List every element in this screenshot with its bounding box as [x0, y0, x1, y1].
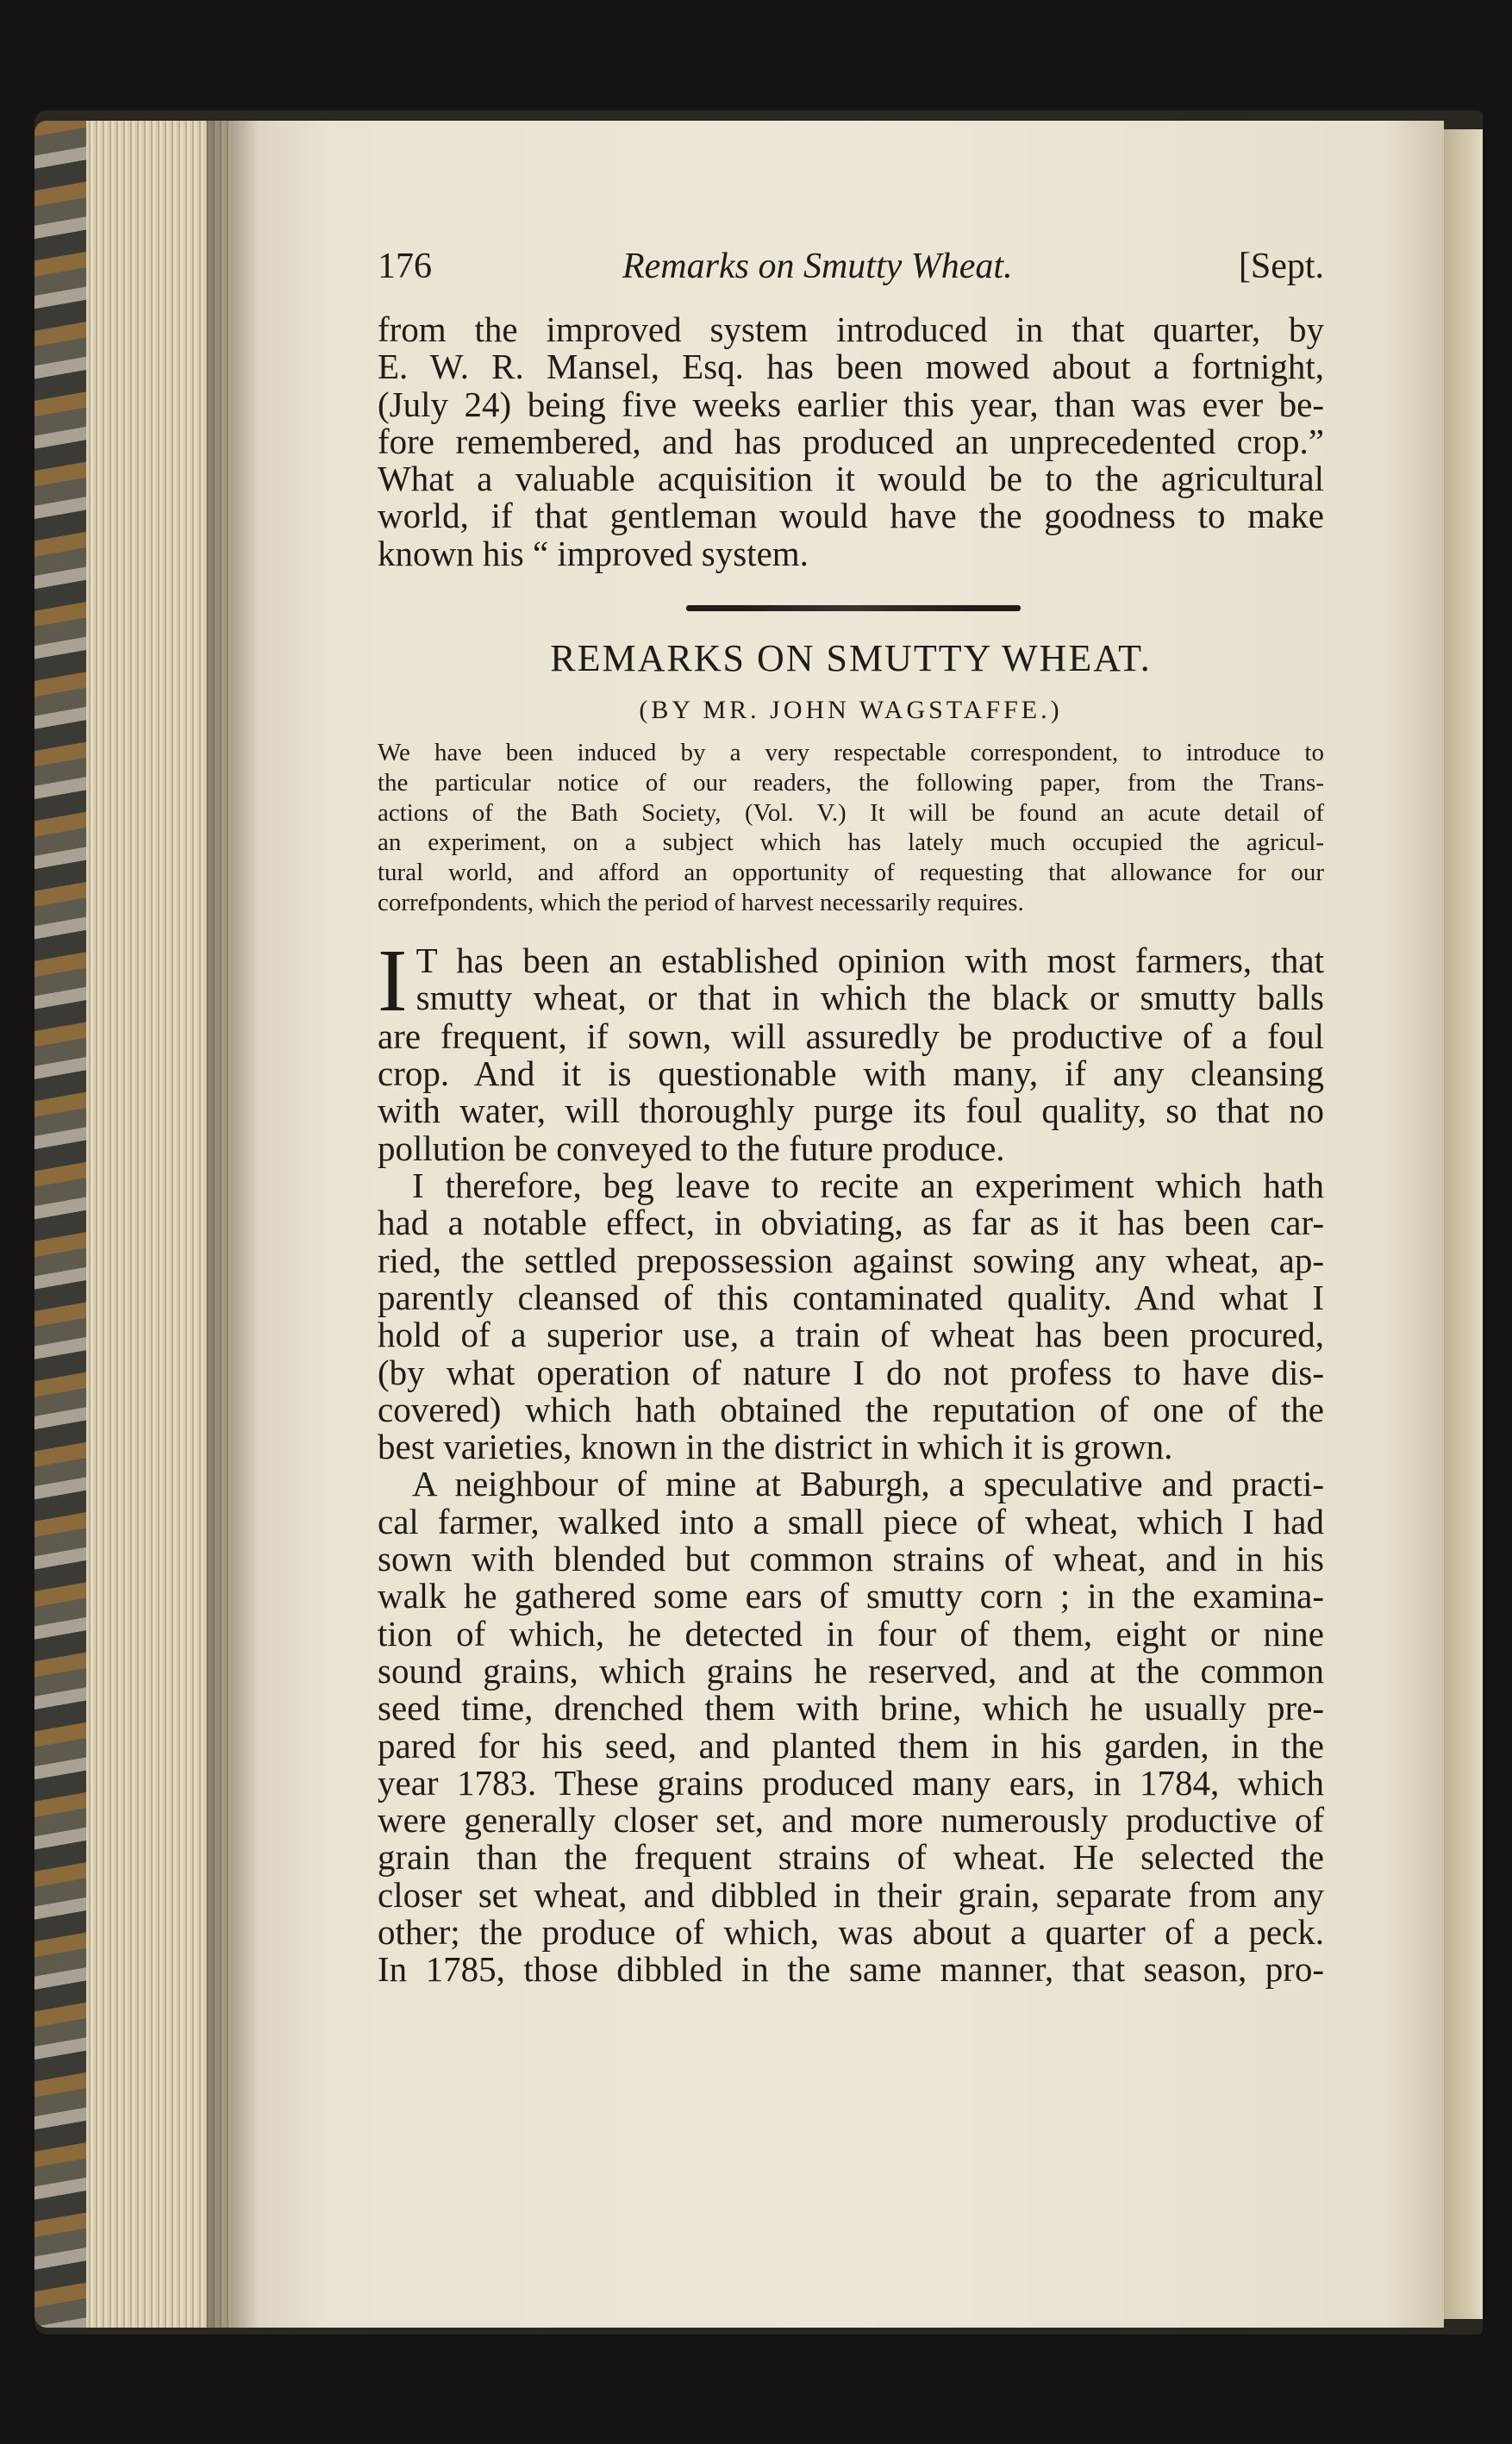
page-number: 176 — [378, 247, 432, 286]
page-text — [378, 246, 1324, 1989]
text-line: smutty wheat, or that in which the black or smutty balls — [415, 978, 1324, 1018]
text-line: What a valuable acquisition it would be to the agricultural — [378, 459, 1324, 499]
text-line: E. W. R. Mansel, Esq. has been mowed about a fortnight, — [378, 347, 1324, 387]
text-line: hold of a superior use, a train of wheat has been procured, — [378, 1315, 1324, 1355]
text-line: (July 24) being five weeks earlier this year, than was ever be- — [378, 384, 1324, 424]
drop-cap: I — [378, 930, 408, 1030]
editor-note — [378, 738, 1324, 918]
note-line: an experiment, on a subject which has lately much occupied the agricul- — [378, 828, 1324, 857]
paragraph-2 — [378, 1167, 1324, 1466]
text-line: world, if that gentleman would have the goodness to make — [378, 496, 1324, 536]
text-line: known his “ improved system. — [378, 533, 809, 573]
page-gutter-shadow — [207, 121, 259, 2328]
text-line: T has been an established opinion with most farmers, that — [415, 940, 1324, 980]
text-line: closer set wheat, and dibbled in their grain, separate from any — [378, 1874, 1324, 1915]
text-line: best varieties, known in the district in which it is grown. — [378, 1427, 1173, 1467]
paragraph-3 — [378, 1466, 1324, 1988]
text-line: crop. And it is questionable with many, if any cleansing — [378, 1053, 1324, 1094]
text-line: other; the produce of which, was about a quarter of a peck. — [378, 1911, 1324, 1952]
article-body — [378, 930, 1324, 1990]
note-line: correfpondents, which the period of harvest necessarily requires. — [378, 889, 1024, 917]
text-line: pared for his seed, and planted them in his garden, in the — [378, 1725, 1324, 1766]
text-line: fore remembered, and has produced an unprecedented crop.” — [378, 421, 1324, 461]
section-divider — [378, 572, 1324, 633]
note-line: actions of the Bath Society, (Vol. V.) It will be found an acute detail of — [378, 798, 1324, 827]
note-line: tural world, and afford an opportunity of requesting that allowance for our — [378, 859, 1324, 887]
running-title: Remarks on Smutty Wheat. — [622, 247, 1013, 286]
running-head — [378, 246, 1324, 297]
text-line: walk he gathered some ears of smutty corn ; in the examina- — [378, 1576, 1324, 1616]
text-line: are frequent, if sown, will assuredly be productive of a foul — [378, 1016, 1324, 1056]
text-line: sown with blended but common strains of wheat, and in his — [378, 1539, 1324, 1579]
continued-text — [378, 311, 1324, 572]
text-line: from the improved system introduced in that quarter, by — [378, 309, 1324, 349]
text-line: were generally closer set, and more numerously productive of — [378, 1800, 1324, 1841]
text-line: had a notable effect, in obviating, as far as it has been car- — [378, 1203, 1324, 1243]
text-line: (by what operation of nature I do not profess to have dis- — [378, 1352, 1324, 1392]
text-line: A neighbour of mine at Baburgh, a speculative and practi- — [412, 1464, 1324, 1504]
text-line: with water, will thoroughly purge its foul quality, so that no — [378, 1091, 1324, 1131]
text-line: tion of which, he detected in four of them, eight or nine — [378, 1613, 1324, 1653]
text-line: covered) which hath obtained the reputation of one of the — [378, 1389, 1324, 1429]
text-line: ried, the settled prepossession against sowing any wheat, ap- — [378, 1240, 1324, 1280]
text-line: pollution be conveyed to the future produce. — [378, 1128, 1005, 1168]
article-title: REMARKS ON SMUTTY WHEAT. — [550, 637, 1152, 680]
running-month: [Sept. — [1238, 247, 1324, 286]
note-line: the particular notice of our readers, the following paper, from the Trans- — [378, 768, 1324, 797]
text-line: In 1785, those dibbled in the same manner, that season, pro- — [378, 1949, 1324, 1990]
text-line: sound grains, which grains he reserved, and at the common — [378, 1650, 1324, 1691]
text-line: parently cleansed of this contaminated quality. And what I — [378, 1277, 1324, 1317]
article-byline: (BY MR. JOHN WAGSTAFFE.) — [639, 696, 1063, 725]
text-line: year 1783. These grains produced many ears, in 1784, which — [378, 1762, 1324, 1803]
note-line: We have been induced by a very respectable correspondent, to introduce to — [378, 739, 1324, 767]
paragraph-1 — [378, 930, 1324, 1168]
facing-page-edge — [1444, 129, 1483, 2319]
text-line: seed time, drenched them with brine, which he usually pre- — [378, 1688, 1324, 1728]
decorative-rule — [686, 605, 1021, 611]
text-line: grain than the frequent strains of wheat. He selected the — [378, 1837, 1324, 1878]
text-line: I therefore, beg leave to recite an experiment which hath — [412, 1166, 1324, 1206]
marbled-page-edge — [34, 121, 86, 2328]
text-line: cal farmer, walked into a small piece of wheat, which I had — [378, 1501, 1324, 1541]
